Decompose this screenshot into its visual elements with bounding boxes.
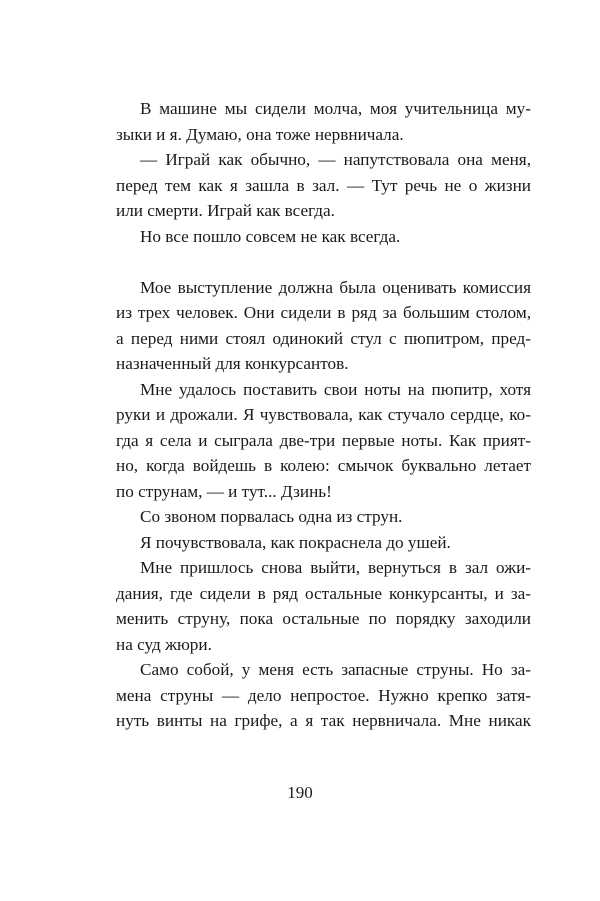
- text-line: Но все пошло совсем не как всегда.: [140, 226, 401, 246]
- paragraph: [116, 530, 531, 556]
- paragraph: [116, 555, 531, 657]
- text-line: на суд жюри.: [116, 634, 212, 654]
- text-line: мена струны — дело непростое. Нужно крепко затя-: [116, 685, 531, 705]
- text-line: или смерти. Играй как всегда.: [116, 201, 335, 220]
- paragraph: [116, 657, 531, 734]
- text-line: по струнам, — и тут... Дзинь!: [116, 481, 332, 501]
- paragraph: [116, 275, 531, 377]
- text-line: гда я села и сыграла две-три первые ноты. Как прият-: [116, 430, 531, 450]
- paragraph: [116, 504, 531, 530]
- text-line: а перед ними стоял одинокий стул с пюпитром, пред-: [116, 328, 531, 348]
- text-line: Со звоном порвалась одна из струн.: [140, 507, 403, 526]
- text-line: Мое выступление должна была оценивать комиссия: [140, 277, 531, 297]
- text-line: назначенный для конкурсантов.: [116, 354, 349, 373]
- text-line: — Играй как обычно, — напутствовала она меня,: [140, 150, 531, 169]
- text-line: зыки и я. Думаю, она тоже нервничала.: [116, 124, 404, 144]
- paragraph: [116, 147, 531, 224]
- text-line: Я почувствовала, как покраснела до ушей.: [140, 532, 451, 552]
- text-line: менить струну, пока остальные по порядку заходили: [116, 609, 531, 628]
- paragraph: [116, 377, 531, 505]
- paragraph: [116, 96, 531, 147]
- text-line: руки и дрожали. Я чувствовала, как стучало сердце, ко-: [116, 405, 531, 424]
- text-line: но, когда войдешь в колею: смычок буквально летает: [116, 456, 531, 475]
- text-line: нуть винты на грифе, а я так нервничала. Мне никак: [116, 711, 531, 730]
- text-line: дания, где сидели в ряд остальные конкурсанты, и за-: [116, 583, 531, 603]
- text-line: Мне удалось поставить свои ноты на пюпитр, хотя: [140, 379, 531, 399]
- body-text: [116, 96, 531, 734]
- text-line: перед тем как я зашла в зал. — Тут речь не о жизни: [116, 175, 531, 195]
- text-line: Мне пришлось снова выйти, вернуться в зал ожи-: [140, 558, 531, 577]
- section-break: [116, 249, 531, 275]
- page-number: 190: [287, 783, 313, 802]
- text-line: В машине мы сидели молча, моя учительница му-: [140, 99, 531, 118]
- text-line: Само собой, у меня есть запасные струны. Но за-: [140, 660, 531, 679]
- paragraph: [116, 224, 531, 250]
- text-line: из трех человек. Они сидели в ряд за большим столом,: [116, 303, 531, 322]
